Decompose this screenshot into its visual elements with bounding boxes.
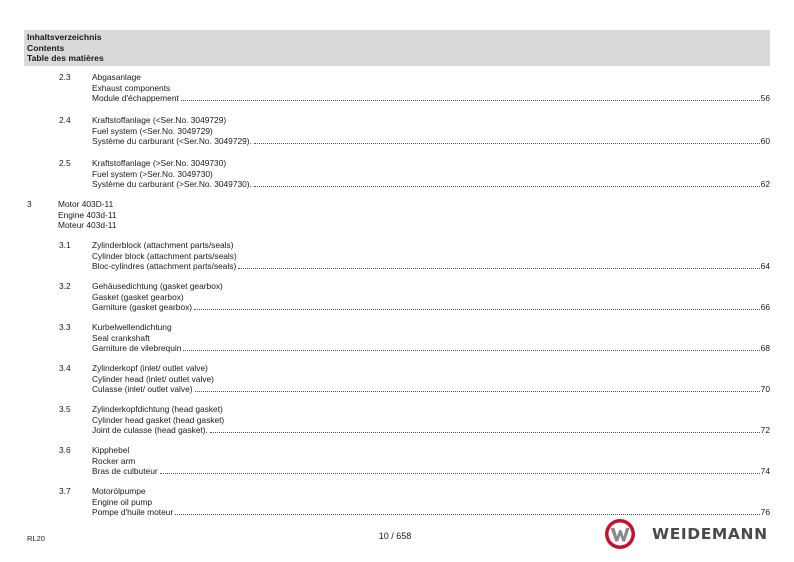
- toc-entry[interactable]: [24, 322, 770, 363]
- header-title-de: Inhaltsverzeichnis: [27, 32, 102, 42]
- entry-page: 68: [760, 343, 770, 353]
- entry-title-en: Exhaust components: [92, 82, 171, 93]
- toc-entry[interactable]: [24, 281, 770, 322]
- entry-title-fr: Système du carburant (>Ser.No. 3049730).: [92, 179, 252, 189]
- entry-title-fr: Culasse (inlet/ outlet valve): [92, 384, 193, 394]
- entry-title-en: Seal crankshaft: [92, 332, 150, 343]
- chapter-number: 3: [27, 199, 32, 209]
- toc-entry[interactable]: [24, 72, 770, 115]
- entry-title-de: Kraftstoffanlage (<Ser.No. 3049729): [92, 115, 227, 125]
- leader-dots: [194, 309, 760, 310]
- entry-title-fr: Garniture de vilebrequin: [92, 343, 182, 353]
- entry-title-en: Cylinder block (attachment parts/seals): [92, 250, 237, 261]
- leader-dots: [181, 100, 760, 101]
- toc-header: [24, 30, 770, 66]
- leader-dots: [210, 432, 760, 433]
- footer-code: RL20: [27, 534, 45, 543]
- brand-name: WEIDEMANN: [652, 525, 768, 543]
- entry-title-de: Motorölpumpe: [92, 486, 146, 496]
- entry-page: 70: [760, 384, 770, 394]
- toc-entry[interactable]: [24, 445, 770, 486]
- leader-dots: [175, 514, 759, 515]
- toc-entry[interactable]: [24, 115, 770, 158]
- entry-title-fr: Joint de culasse (head gasket).: [92, 425, 208, 435]
- leader-dots: [183, 350, 759, 351]
- entry-number: 3.1: [59, 240, 71, 250]
- entry-number: 3.6: [59, 445, 71, 455]
- chapter-title-de: Motor 403D-11: [58, 199, 114, 209]
- header-title-en: Contents: [27, 42, 65, 53]
- entry-title-fr: Bras de culbuteur: [92, 466, 158, 476]
- entry-page: 74: [760, 466, 770, 476]
- entry-title-en: Gasket (gasket gearbox): [92, 291, 184, 302]
- entry-title-fr: Pompe d'huile moteur: [92, 507, 174, 517]
- entry-title-de: Kurbelwellendichtung: [92, 322, 172, 332]
- chapter-title-en: Engine 403d-11: [58, 209, 117, 220]
- entry-number: 3.4: [59, 363, 71, 373]
- entry-title-fr: Module d'échappement: [92, 93, 179, 103]
- toc-entry[interactable]: [24, 158, 770, 199]
- entry-number: 3.5: [59, 404, 71, 414]
- entry-title-de: Zylinderkopfdichtung (head gasket): [92, 404, 223, 414]
- weidemann-logo: [604, 518, 768, 550]
- entry-title-fr: Bloc-cylindres (attachment parts/seals): [92, 261, 237, 271]
- entry-title-en: Fuel system (>Ser.No. 3049730): [92, 168, 213, 179]
- entry-number: 2.3: [59, 72, 71, 82]
- toc-chapter[interactable]: [24, 199, 770, 240]
- entry-title-de: Abgasanlage: [92, 72, 141, 82]
- entry-title-en: Fuel system (<Ser.No. 3049729): [92, 125, 213, 136]
- entry-number: 3.3: [59, 322, 71, 332]
- entry-title-de: Zylinderblock (attachment parts/seals): [92, 240, 234, 250]
- leader-dots: [238, 268, 759, 269]
- entry-page: 62: [760, 179, 770, 189]
- entry-page: 56: [760, 93, 770, 103]
- chapter-title-fr: Moteur 403d-11: [58, 220, 117, 230]
- entry-title-fr: Système du carburant (<Ser.No. 3049729).: [92, 136, 252, 146]
- leader-dots: [195, 391, 760, 392]
- entry-page: 72: [760, 425, 770, 435]
- entry-page: 66: [760, 302, 770, 312]
- entry-title-de: Kipphebel: [92, 445, 130, 455]
- toc-entry[interactable]: [24, 404, 770, 445]
- weidemann-logo-icon: [604, 518, 636, 550]
- page-indicator: 10 / 658: [378, 531, 412, 541]
- leader-dots: [254, 186, 760, 187]
- entry-title-de: Kraftstoffanlage (>Ser.No. 3049730): [92, 158, 227, 168]
- entry-number: 2.5: [59, 158, 71, 168]
- entry-page: 64: [760, 261, 770, 271]
- entry-number: 2.4: [59, 115, 71, 125]
- entry-title-de: Gehäusedichtung (gasket gearbox): [92, 281, 223, 291]
- entry-number: 3.2: [59, 281, 71, 291]
- entry-page: 76: [760, 507, 770, 517]
- entry-title-en: Cylinder head gasket (head gasket): [92, 414, 225, 425]
- entry-title-de: Zylinderkopf (inlet/ outlet valve): [92, 363, 208, 373]
- entry-page: 60: [760, 136, 770, 146]
- toc-entry[interactable]: [24, 240, 770, 281]
- header-title-fr: Table des matières: [27, 53, 104, 63]
- entry-title-fr: Garniture (gasket gearbox): [92, 302, 193, 312]
- entry-title-en: Engine oil pump: [92, 496, 153, 507]
- entry-title-en: Cylinder head (inlet/ outlet valve): [92, 373, 214, 384]
- toc-list: [24, 72, 770, 527]
- entry-number: 3.7: [59, 486, 71, 496]
- leader-dots: [160, 473, 760, 474]
- leader-dots: [254, 143, 760, 144]
- toc-entry[interactable]: [24, 363, 770, 404]
- entry-title-en: Rocker arm: [92, 455, 136, 466]
